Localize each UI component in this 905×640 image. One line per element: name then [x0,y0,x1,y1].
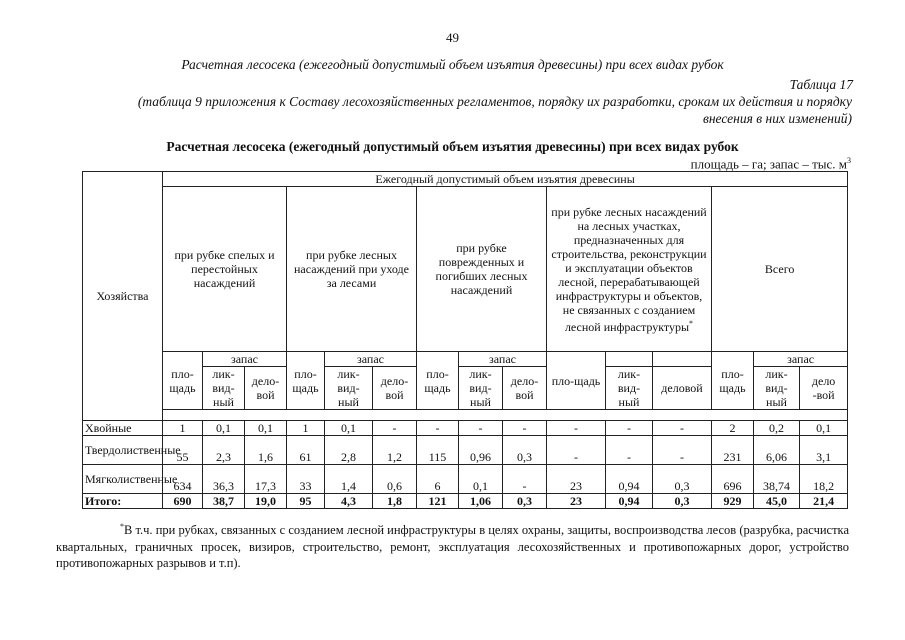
spacer-row [163,410,848,421]
header-stock: запас [459,352,547,367]
header-stock-empty [653,352,712,367]
header-farms: Хозяйства [83,172,163,421]
header-business: деловой [653,367,712,410]
cell: 6,06 [754,436,800,465]
cell: 38,74 [754,465,800,494]
cell: 1,6 [245,436,287,465]
cell: - [653,436,712,465]
cell: - [606,436,653,465]
header-business: дело-вой [245,367,287,410]
header-cat-care: при рубке лесных насаждений при уходе за лесами [287,187,417,352]
header-area: пло-щадь [547,352,606,410]
header-liquid: лик-вид-ный [606,367,653,410]
total-cell: 0,3 [503,494,547,509]
header-area: пло-щадь [417,352,459,410]
cell: - [547,421,606,436]
header-cat-mature: при рубке спелых и перестойных насаждений [163,187,287,352]
header-area: пло-щадь [287,352,325,410]
table-reference: (таблица 9 приложения к Составу лесохозяйственных регламентов, порядку их разработки, срокам их действия и порядку внесения в них изменений) [137,94,852,126]
table-row [83,421,848,436]
total-cell: 45,0 [754,494,800,509]
cell: 17,3 [245,465,287,494]
cell: 6 [417,465,459,494]
header-liquid: лик-вид-ный [459,367,503,410]
total-cell: 23 [547,494,606,509]
header-area: пло-щадь [163,352,203,410]
header-business: дело-вой [503,367,547,410]
cell: 0,1 [245,421,287,436]
cell: - [547,436,606,465]
total-cell: 4,3 [325,494,373,509]
total-cell: 95 [287,494,325,509]
table-row [83,436,848,465]
table-row [83,465,848,494]
cell: - [503,465,547,494]
header-annual-volume: Ежегодный допустимый объем изъятия древесины [163,172,848,187]
total-cell: 21,4 [800,494,848,509]
header-liquid: лик-вид-ный [203,367,245,410]
cell: 3,1 [800,436,848,465]
header-cat-damaged: при рубке поврежденных и погибших лесных насаждений [417,187,547,352]
cell: 36,3 [203,465,245,494]
header-stock: запас [325,352,417,367]
cell: 55 [163,436,203,465]
total-cell: 1,8 [373,494,417,509]
cell: 0,3 [503,436,547,465]
page-number: 49 [446,30,459,45]
total-label: Итого: [83,494,163,509]
header-cat-total: Всего [712,187,848,352]
total-cell: 690 [163,494,203,509]
cell: 1 [287,421,325,436]
cell: 115 [417,436,459,465]
cell: 0,3 [653,465,712,494]
total-cell: 38,7 [203,494,245,509]
cell: 0,1 [203,421,245,436]
cell: 2,8 [325,436,373,465]
header-business: дело -вой [800,367,848,410]
cell: 0,94 [606,465,653,494]
cell: - [653,421,712,436]
total-cell: 1,06 [459,494,503,509]
cell: - [373,421,417,436]
row-name: Хвойные [83,421,163,436]
header-liquid: лик-вид-ный [325,367,373,410]
cell: 0,2 [754,421,800,436]
header-cat-infra: при рубке лесных насаждений на лесных участках, предназначенных для строительства, реконструкции и эксплуатации объектов лесной, перерабатывающей инфраструктуры и объектов, не связанных с созданием лесной инфраструктуры* [547,187,712,352]
header-stock: запас [754,352,848,367]
total-cell: 19,0 [245,494,287,509]
header-liquid: лик-вид-ный [754,367,800,410]
cell: 33 [287,465,325,494]
total-cell: 929 [712,494,754,509]
table-heading: Расчетная лесосека (ежегодный допустимый объем изъятия древесины) при всех видах рубок [166,139,739,154]
total-cell: 0,3 [653,494,712,509]
cell: - [417,421,459,436]
cell: - [459,421,503,436]
cell: 1,4 [325,465,373,494]
row-name: Твердолиственные [83,436,163,465]
cell: 23 [547,465,606,494]
cell: 0,1 [325,421,373,436]
header-area: пло-щадь [712,352,754,410]
header-stock: запас [203,352,287,367]
cell: 0,1 [800,421,848,436]
cell: - [606,421,653,436]
header-stock-empty [606,352,653,367]
cell: 1,2 [373,436,417,465]
cell: 0,1 [459,465,503,494]
header-business: дело-вой [373,367,417,410]
total-cell: 0,94 [606,494,653,509]
footnote: *В т.ч. при рубках, связанных с созданием лесной инфраструктуры в целях охраны, защиты, воспроизводства лесов (разрубка, расчистка квартальных, граничных просек, визиров, строительство, ремонт, эксплуатация лесохозяйственных и противопожарных дорог, устройство противопожарных разрывов и т.п). [56,522,849,571]
cell: 61 [287,436,325,465]
total-cell: 121 [417,494,459,509]
cell: - [503,421,547,436]
units-note: площадь – га; запас – тыс. $м^3$ [690,156,851,172]
cell: 231 [712,436,754,465]
document-title: Расчетная лесосека (ежегодный допустимый объем изъятия древесины) при всех видах рубок [181,57,724,72]
cell: 0,6 [373,465,417,494]
cell: 0,96 [459,436,503,465]
cell: 2 [712,421,754,436]
cell: 18,2 [800,465,848,494]
table-label: Таблица 17 [789,77,853,92]
cell: 634 [163,465,203,494]
cell: 696 [712,465,754,494]
allowable-cut-table [82,171,848,509]
cell: 1 [163,421,203,436]
total-row [83,494,848,509]
cell: 2,3 [203,436,245,465]
row-name: Мягколиственные [83,465,163,494]
